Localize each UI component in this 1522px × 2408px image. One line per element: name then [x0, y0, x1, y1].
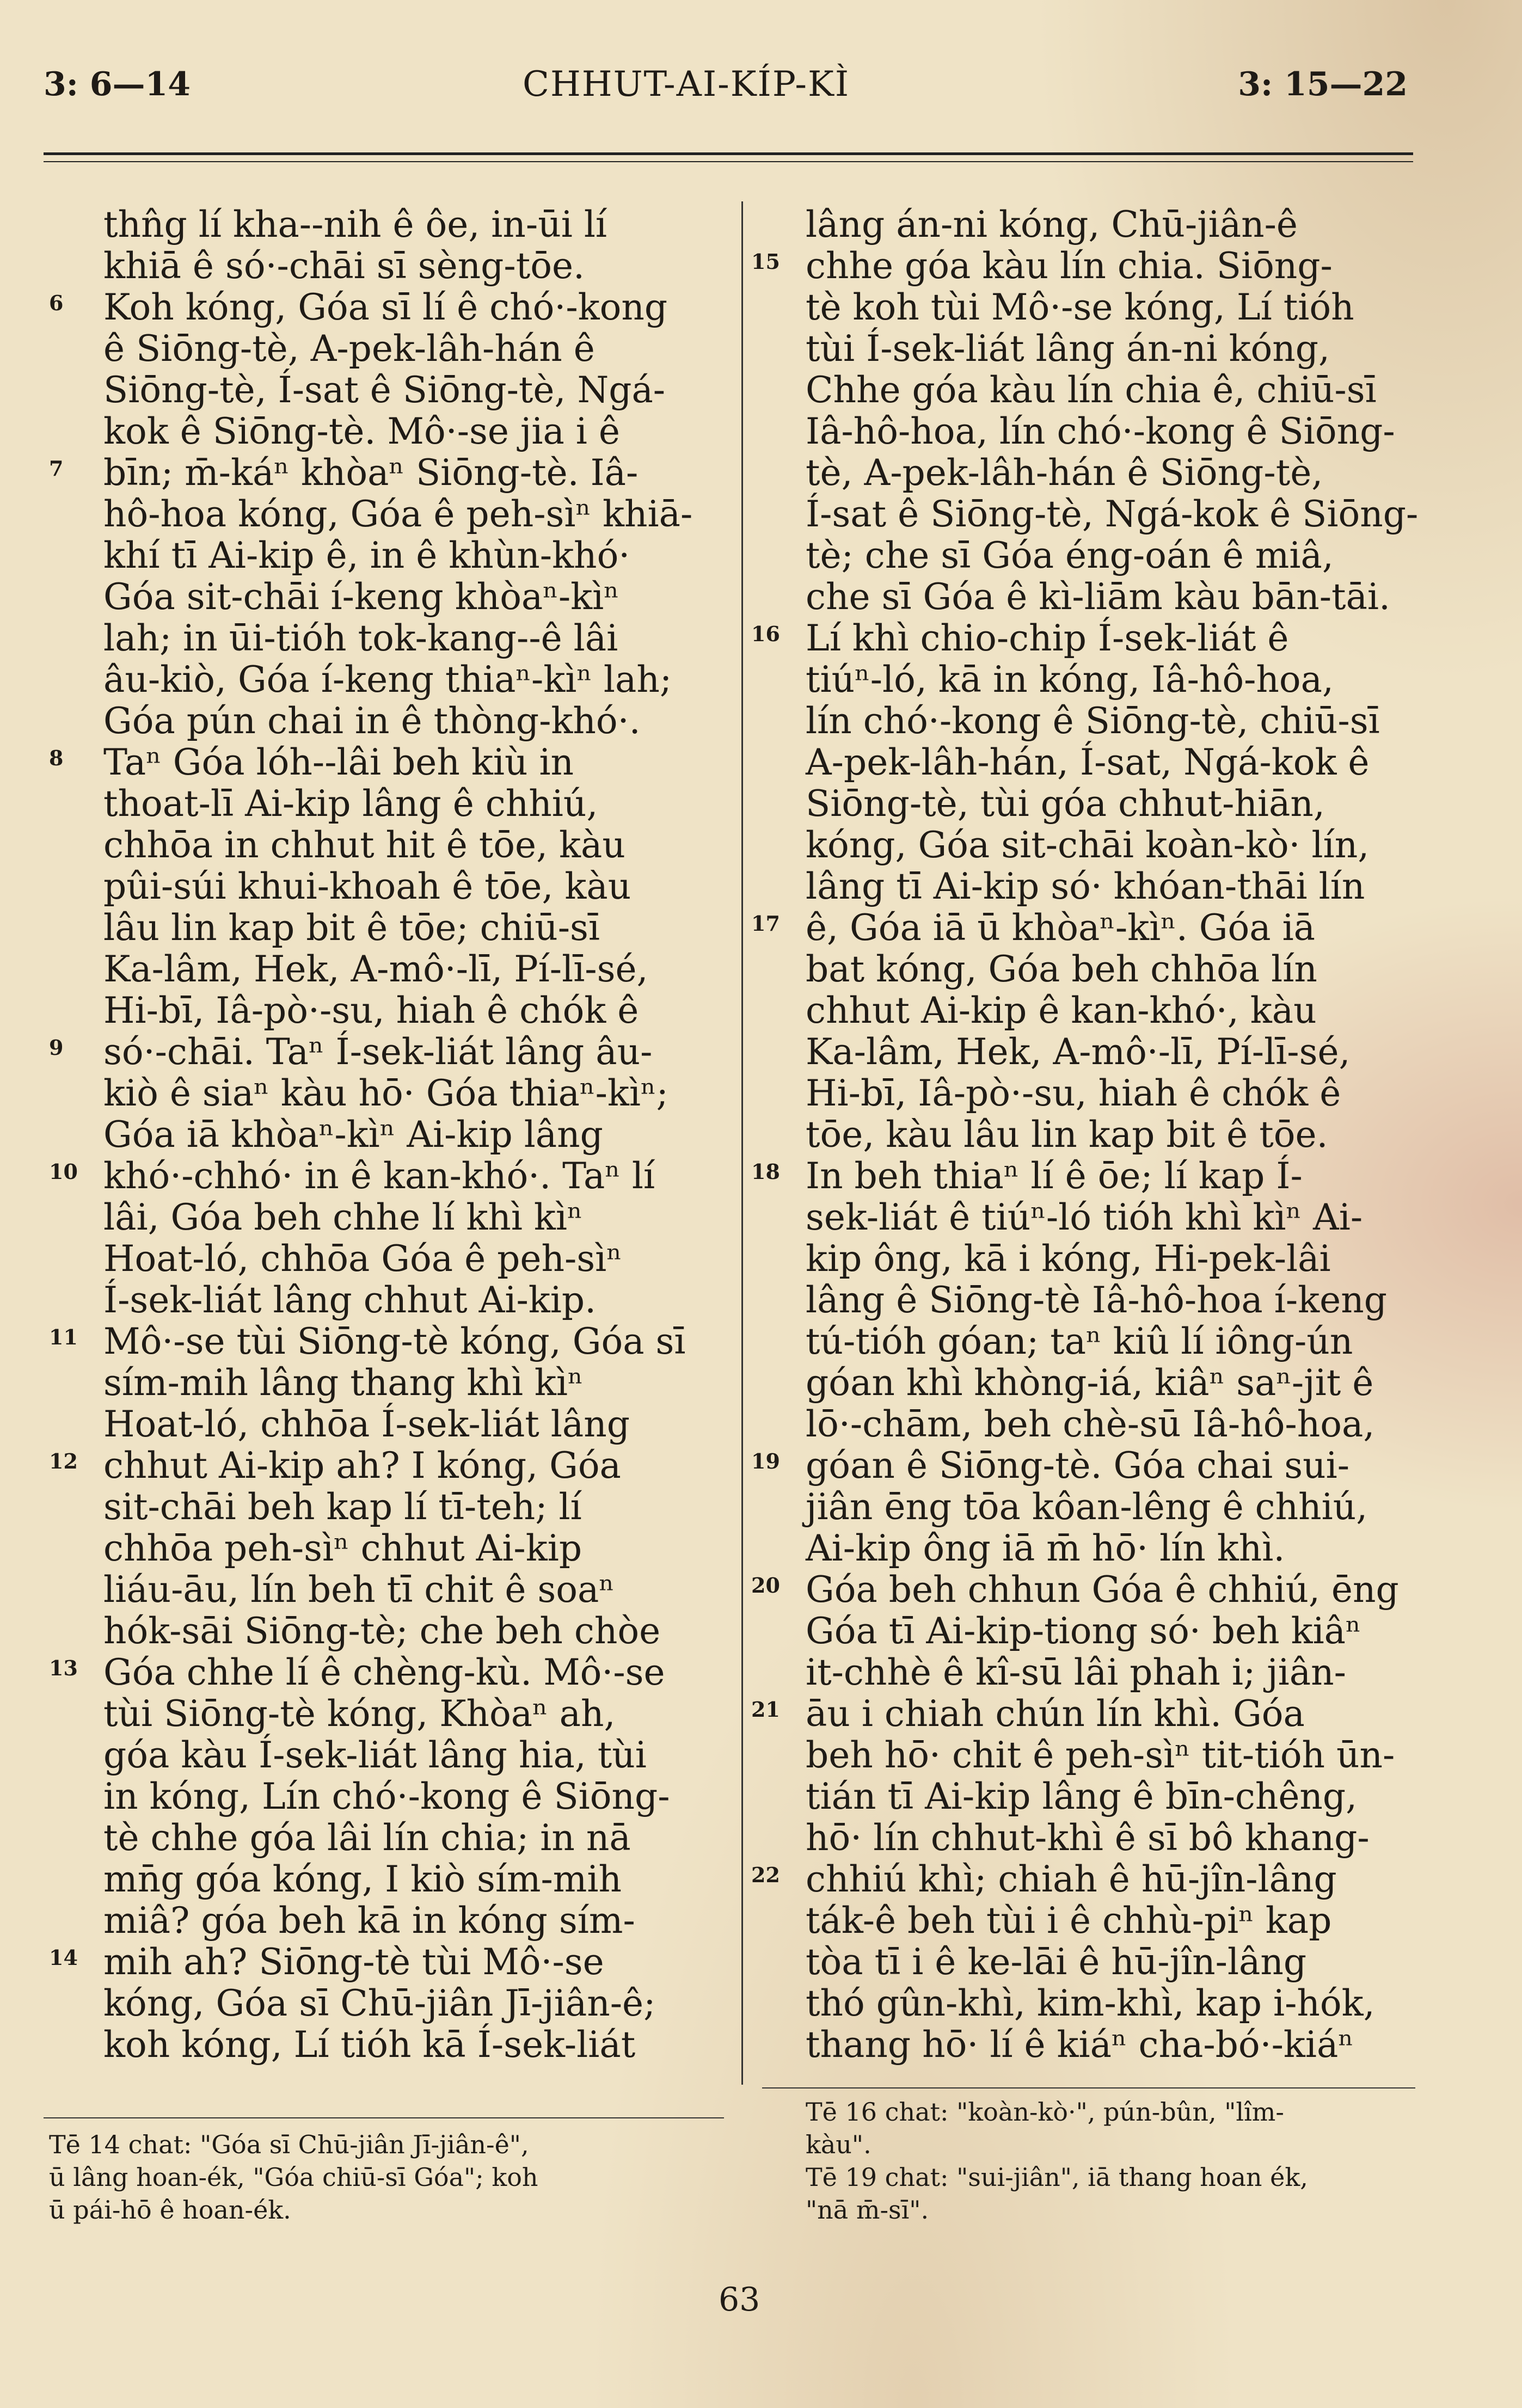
line-text: Í-sek-liát lâng chhut Ai-kip.: [103, 1279, 597, 1321]
text-line: [806, 866, 1426, 907]
line-text: Hoat-ló, chhōa Í-sek-liát lâng: [103, 1403, 630, 1445]
text-line: [103, 1114, 724, 1156]
line-text: Góa iā khòaⁿ-kìⁿ Ai-kip lâng: [103, 1114, 603, 1156]
line-text: tè koh tùi Mô·-se kóng, Lí tióh: [806, 286, 1354, 328]
footnote-rule-right: [762, 2087, 1415, 2088]
text-line: [103, 825, 724, 866]
text-line: [806, 1983, 1426, 2024]
text-line: [806, 701, 1426, 742]
line-text: In beh thiaⁿ lí ê ōe; lí kap Í-: [806, 1155, 1303, 1197]
text-line: [103, 907, 724, 949]
column-divider: [741, 201, 743, 2085]
line-text: pûi-súi khui-khoah ê tōe, kàu: [103, 865, 631, 907]
header-rule-thin: [44, 161, 1413, 162]
text-line: [806, 1238, 1426, 1280]
header-book-title: CHHUT-AI-KÍP-KÌ: [523, 64, 850, 105]
line-text: lâng ê Siōng-tè Iâ-hô-hoa í-keng: [806, 1279, 1387, 1321]
line-text: tián tī Ai-kip lâng ê bīn-chêng,: [806, 1776, 1358, 1817]
text-line: [806, 204, 1426, 245]
verse-number: 10: [49, 1159, 78, 1184]
line-text: Siōng-tè, tùi góa chhut-hiān,: [806, 783, 1325, 825]
text-line: [49, 1320, 724, 1362]
line-text: tiúⁿ-ló, kā in kóng, Iâ-hô-hoa,: [806, 659, 1334, 701]
verse-number: 22: [751, 1863, 780, 1887]
line-text: Ka-lâm, Hek, A-mô·-lī, Pí-lī-sé,: [103, 948, 648, 990]
line-text: khó·-chhó· in ê kan-khó·. Taⁿ lí: [103, 1155, 655, 1197]
line-text: chhe góa kàu lín chia. Siōng-: [806, 245, 1333, 287]
text-line: [806, 576, 1426, 618]
verse-number: 11: [49, 1325, 78, 1349]
text-line: [103, 1776, 724, 1817]
text-line: [806, 825, 1426, 866]
line-text: jiân ēng tōa kôan-lêng ê chhiú,: [806, 1486, 1368, 1528]
header-rule-thick: [44, 152, 1413, 155]
text-line: [103, 949, 724, 990]
text-line: [806, 1528, 1426, 1569]
text-line: [806, 370, 1426, 411]
text-line: [751, 1858, 1426, 1900]
text-line: [103, 1569, 724, 1611]
line-text: Hi-bī, Iâ-pò·-su, hiah ê chók ê: [806, 1072, 1341, 1114]
line-text: chhōa peh-sìⁿ chhut Ai-kip: [103, 1527, 582, 1569]
text-line: [103, 1238, 724, 1280]
line-text: ê, Góa iā ū khòaⁿ-kìⁿ. Góa iā: [806, 907, 1316, 949]
line-text: thoat-lī Ai-kip lâng ê chhiú,: [103, 783, 598, 825]
verse-number: 17: [751, 911, 780, 936]
text-line: [103, 1486, 724, 1528]
text-line: [751, 245, 1426, 287]
text-line: [806, 1362, 1426, 1404]
line-text: hók-sāi Siōng-tè; che beh chòe: [103, 1610, 661, 1652]
right-column: [751, 204, 1426, 2066]
line-text: Góa sit-chāi í-keng khòaⁿ-kìⁿ: [103, 576, 619, 618]
text-line: [103, 1693, 724, 1735]
text-line: [751, 907, 1426, 949]
text-line: [751, 1569, 1426, 1611]
line-text: Ka-lâm, Hek, A-mô·-lī, Pí-lī-sé,: [806, 1031, 1351, 1073]
footnote-line: Tē 16 chat: "koàn-kò·", pún-bûn, "lîm-: [806, 2097, 1284, 2127]
left-column: [49, 204, 724, 2066]
text-line: [103, 990, 724, 1031]
line-text: Koh kóng, Góa sī lí ê chó·-kong: [103, 286, 668, 328]
line-text: Góa tī Ai-kip-tiong só· beh kiâⁿ: [806, 1610, 1361, 1652]
text-line: [103, 1900, 724, 1942]
text-line: [806, 287, 1426, 328]
header-chapter-range-right: 3: 15—22: [1238, 65, 1408, 103]
line-text: sím-mih lâng thang khì kìⁿ: [103, 1362, 584, 1404]
text-line: [103, 866, 724, 907]
line-text: Iâ-hô-hoa, lín chó·-kong ê Siōng-: [806, 410, 1395, 452]
line-text: Mô·-se tùi Siōng-tè kóng, Góa sī: [103, 1320, 686, 1362]
line-text: che sī Góa ê kì-liām kàu bān-tāi.: [806, 576, 1391, 618]
verse-number: 9: [49, 1035, 64, 1060]
line-text: thang hō· lí ê kiáⁿ cha-bó·-kiáⁿ: [806, 2024, 1354, 2066]
header-chapter-range-left: 3: 6—14: [44, 65, 191, 103]
text-line: [49, 1031, 724, 1073]
text-line: [751, 1445, 1426, 1486]
text-line: [806, 742, 1426, 783]
verse-number: 20: [751, 1573, 780, 1598]
text-line: [806, 1611, 1426, 1652]
verse-number: 16: [751, 622, 780, 646]
verse-number: 13: [49, 1656, 78, 1680]
verse-number: 19: [751, 1449, 780, 1473]
line-text: lâng tī Ai-kip só· khóan-thāi lín: [806, 865, 1365, 907]
text-line: [49, 1941, 724, 1983]
text-line: [103, 1611, 724, 1652]
text-line: [806, 1486, 1426, 1528]
line-text: Taⁿ Góa lóh--lâi beh kiù in: [103, 741, 574, 783]
line-text: Ai-kip ông iā m̄ hō· lín khì.: [806, 1527, 1285, 1569]
line-text: kip ông, kā i kóng, Hi-pek-lâi: [806, 1238, 1331, 1280]
line-text: thn̂g lí kha--nih ê ôe, in-ūi lí: [103, 204, 607, 245]
text-line: [806, 1197, 1426, 1238]
line-text: chhut Ai-kip ah? I kóng, Góa: [103, 1445, 621, 1486]
line-text: só·-chāi. Taⁿ Í-sek-liát lâng âu-: [103, 1031, 653, 1073]
line-text: mih ah? Siōng-tè tùi Mô·-se: [103, 1941, 604, 1983]
line-text: khí tī Ai-kip ê, in ê khùn-khó·: [103, 535, 630, 576]
line-text: liáu-āu, lín beh tī chit ê soaⁿ: [103, 1569, 615, 1611]
text-line: [103, 1859, 724, 1900]
text-line: [806, 949, 1426, 990]
text-line: [806, 1652, 1426, 1693]
line-text: lō·-chām, beh chè-sū Iâ-hô-hoa,: [806, 1403, 1375, 1445]
line-text: mn̄g góa kóng, I kiò sím-mih: [103, 1858, 622, 1900]
text-line: [806, 783, 1426, 825]
text-line: [806, 659, 1426, 701]
text-line: [806, 990, 1426, 1031]
line-text: Góa pún chai in ê thòng-khó·.: [103, 700, 641, 742]
text-line: [806, 452, 1426, 494]
line-text: chhōa in chhut hit ê tōe, kàu: [103, 824, 625, 866]
line-text: Lí khì chio-chip Í-sek-liát ê: [806, 617, 1289, 659]
line-text: góan khì khòng-iá, kiâⁿ saⁿ-jit ê: [806, 1362, 1374, 1404]
line-text: khiā ê só·-chāi sī sèng-tōe.: [103, 245, 585, 287]
text-line: [806, 2024, 1426, 2066]
footnote-line: ū lâng hoan-ék, "Góa chiū-sī Góa"; koh: [49, 2163, 538, 2192]
line-text: góa kàu Í-sek-liát lâng hia, tùi: [103, 1734, 647, 1776]
line-text: chhut Ai-kip ê kan-khó·, kàu: [806, 990, 1317, 1031]
text-line: [103, 618, 724, 659]
text-line: [806, 1404, 1426, 1445]
verse-number: 18: [751, 1159, 780, 1184]
line-text: hô-hoa kóng, Góa ê peh-sìⁿ khiā-: [103, 493, 693, 535]
text-line: [806, 494, 1426, 535]
line-text: lah; in ūi-tióh tok-kang--ê lâi: [103, 617, 618, 659]
line-text: tùi Siōng-tè kóng, Khòaⁿ ah,: [103, 1693, 616, 1735]
line-text: kóng, Góa sit-chāi koàn-kò· lín,: [806, 824, 1370, 866]
line-text: it-chhè ê kî-sū lâi phah i; jiân-: [806, 1651, 1346, 1693]
text-line: [103, 411, 724, 452]
line-text: tùi Í-sek-liát lâng án-ni kóng,: [806, 328, 1330, 370]
text-line: [806, 1735, 1426, 1776]
text-line: [103, 328, 724, 370]
line-text: góan ê Siōng-tè. Góa chai sui-: [806, 1445, 1349, 1486]
line-text: tōe, kàu lâu lin kap bit ê tōe.: [806, 1114, 1328, 1156]
line-text: tè chhe góa lâi lín chia; in nā: [103, 1817, 631, 1859]
text-line: [806, 1900, 1426, 1942]
verse-number: 15: [751, 249, 780, 274]
text-line: [103, 2024, 724, 2066]
text-line: [806, 1073, 1426, 1114]
footnotes-right: [806, 2096, 1308, 2226]
text-line: [751, 1155, 1426, 1197]
line-text: ê Siōng-tè, A-pek-lâh-hán ê: [103, 328, 595, 370]
line-text: ták-ê beh tùi i ê chhù-piⁿ kap: [806, 1900, 1332, 1942]
text-line: [806, 1031, 1426, 1073]
verse-number: 21: [751, 1697, 780, 1722]
line-text: âu-kiò, Góa í-keng thiaⁿ-kìⁿ lah;: [103, 659, 672, 701]
line-text: miâ? góa beh kā in kóng sím-: [103, 1900, 635, 1942]
line-text: kok ê Siōng-tè. Mô·-se jia i ê: [103, 410, 620, 452]
line-text: tè, A-pek-lâh-hán ê Siōng-tè,: [806, 452, 1323, 494]
text-line: [103, 659, 724, 701]
text-line: [806, 1817, 1426, 1859]
text-line: [806, 1942, 1426, 1983]
line-text: chhiú khì; chiah ê hū-jîn-lâng: [806, 1858, 1337, 1900]
text-line: [49, 1445, 724, 1486]
text-line: [103, 245, 724, 287]
footnote-line: kàu".: [806, 2130, 872, 2159]
line-text: sek-liát ê tiúⁿ-ló tióh khì kìⁿ Ai-: [806, 1196, 1363, 1238]
page-number: 63: [719, 2281, 760, 2319]
text-line: [103, 1280, 724, 1321]
text-line: [103, 1735, 724, 1776]
line-text: kiò ê siaⁿ kàu hō· Góa thiaⁿ-kìⁿ;: [103, 1072, 668, 1114]
verse-number: 7: [49, 456, 64, 481]
text-line: [751, 1693, 1426, 1735]
footnote-line: Tē 14 chat: "Góa sī Chū-jiân Jī-jiân-ê",: [49, 2130, 529, 2159]
verse-number: 6: [49, 291, 64, 315]
footnote-rule-left: [44, 2117, 724, 2118]
line-text: bat kóng, Góa beh chhōa lín: [806, 948, 1317, 990]
line-text: hō· lín chhut-khì ê sī bô khang-: [806, 1817, 1370, 1859]
line-text: bīn; m̄-káⁿ khòaⁿ Siōng-tè. Iâ-: [103, 452, 639, 494]
line-text: koh kóng, Lí tióh kā Í-sek-liát: [103, 2024, 636, 2066]
line-text: lâi, Góa beh chhe lí khì kìⁿ: [103, 1196, 583, 1238]
text-line: [103, 1817, 724, 1859]
line-text: Góa chhe lí ê chèng-kù. Mô·-se: [103, 1651, 665, 1693]
line-text: sit-chāi beh kap lí tī-teh; lí: [103, 1486, 582, 1528]
text-line: [806, 328, 1426, 370]
line-text: tòa tī i ê ke-lāi ê hū-jîn-lâng: [806, 1941, 1307, 1983]
line-text: Hi-bī, Iâ-pò·-su, hiah ê chók ê: [103, 990, 639, 1031]
text-line: [806, 1776, 1426, 1817]
text-line: [103, 494, 724, 535]
line-text: Hoat-ló, chhōa Góa ê peh-sìⁿ: [103, 1238, 622, 1280]
line-text: āu i chiah chún lín khì. Góa: [806, 1693, 1305, 1735]
text-line: [103, 1404, 724, 1445]
text-line: [103, 576, 724, 618]
text-line: [751, 617, 1426, 659]
text-line: [49, 741, 724, 783]
text-line: [103, 1983, 724, 2024]
text-line: [806, 1114, 1426, 1156]
line-text: Siōng-tè, Í-sat ê Siōng-tè, Ngá-: [103, 369, 666, 411]
line-text: beh hō· chit ê peh-sìⁿ tit-tióh ūn-: [806, 1734, 1395, 1776]
line-text: lín chó·-kong ê Siōng-tè, chiū-sī: [806, 700, 1380, 742]
line-text: Chhe góa kàu lín chia ê, chiū-sī: [806, 369, 1377, 411]
line-text: lâu lin kap bit ê tōe; chiū-sī: [103, 907, 600, 949]
text-line: [103, 1197, 724, 1238]
text-line: [49, 1651, 724, 1693]
footnote-line: Tē 19 chat: "sui-jiân", iā thang hoan ék,: [806, 2163, 1308, 2192]
text-line: [103, 1073, 724, 1114]
verse-number: 8: [49, 746, 64, 770]
text-line: [103, 701, 724, 742]
text-line: [49, 286, 724, 328]
line-text: Í-sat ê Siōng-tè, Ngá-kok ê Siōng-: [806, 493, 1419, 535]
text-line: [103, 370, 724, 411]
text-line: [806, 411, 1426, 452]
verse-number: 14: [49, 1945, 78, 1970]
text-line: [103, 535, 724, 576]
line-text: tè; che sī Góa éng-oán ê miâ,: [806, 535, 1334, 576]
line-text: lâng án-ni kóng, Chū-jiân-ê: [806, 204, 1298, 245]
footnote-line: ū pái-hō ê hoan-ék.: [49, 2195, 291, 2225]
text-line: [103, 1528, 724, 1569]
line-text: A-pek-lâh-hán, Í-sat, Ngá-kok ê: [806, 741, 1370, 783]
line-text: kóng, Góa sī Chū-jiân Jī-jiân-ê;: [103, 1982, 656, 2024]
footnote-line: "nā m̄-sī".: [806, 2195, 929, 2225]
footnotes-left: [49, 2128, 538, 2226]
text-line: [103, 1362, 724, 1404]
text-line: [103, 783, 724, 825]
text-line: [49, 1155, 724, 1197]
line-text: tú-tióh góan; taⁿ kiû lí iông-ún: [806, 1320, 1353, 1362]
verse-number: 12: [49, 1449, 78, 1473]
text-line: [806, 1280, 1426, 1321]
text-line: [49, 452, 724, 494]
text-line: [806, 1321, 1426, 1362]
line-text: thó gûn-khì, kim-khì, kap i-hók,: [806, 1982, 1375, 2024]
text-line: [806, 535, 1426, 576]
line-text: in kóng, Lín chó·-kong ê Siōng-: [103, 1776, 670, 1817]
text-line: [103, 204, 724, 245]
line-text: Góa beh chhun Góa ê chhiú, ēng: [806, 1569, 1399, 1611]
